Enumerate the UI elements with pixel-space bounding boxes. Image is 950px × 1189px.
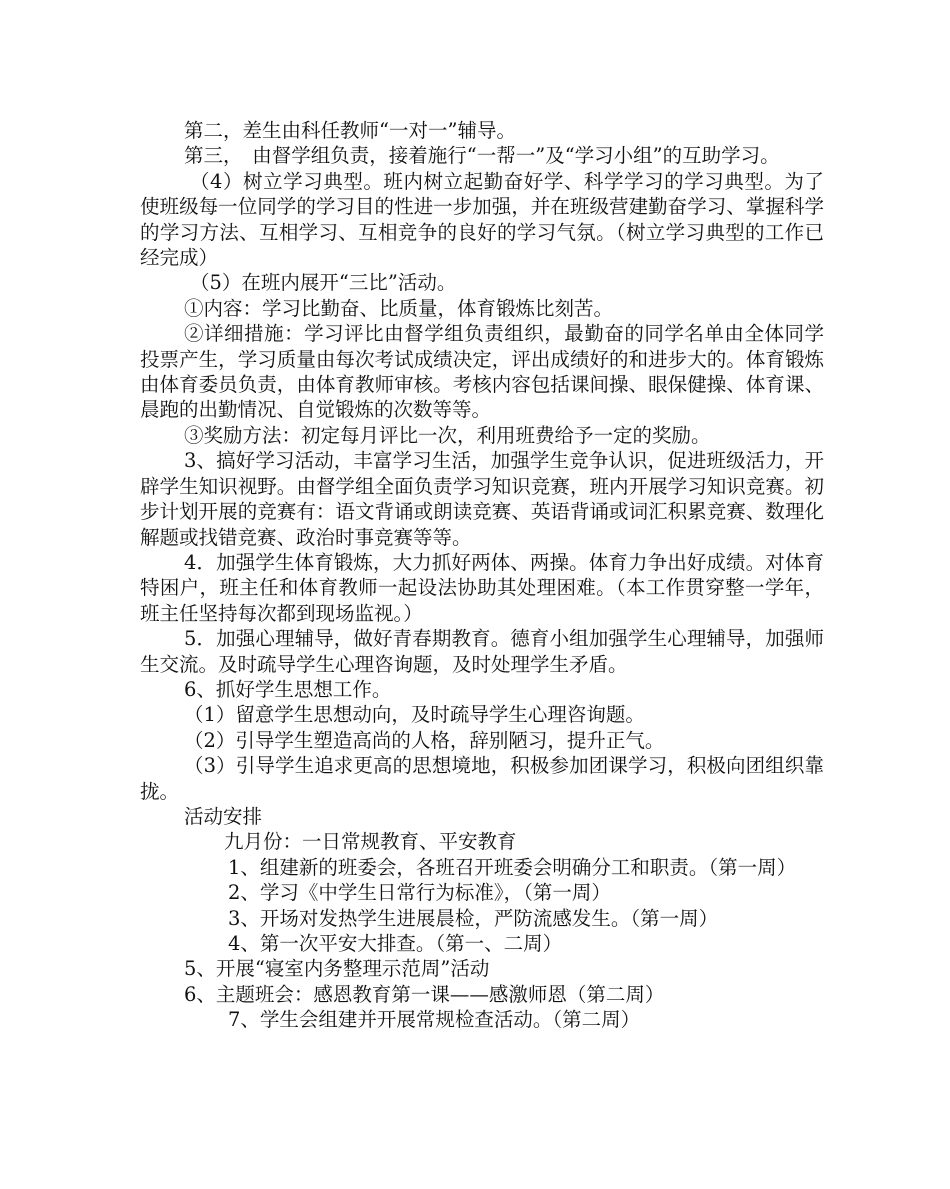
document-body <box>140 118 824 1033</box>
paragraph: （3）引导学生追求更高的思想境地，积极参加团课学习，积极向团组织靠拢。 <box>140 754 824 803</box>
list-item: 7、学生会组建并开展常规检查活动。（第二周） <box>228 1008 641 1032</box>
paragraph: 第二，差生由科任教师“一对一”辅导。 <box>184 119 516 142</box>
paragraph: 九月份：一日常规教育、平安教育 <box>224 830 517 854</box>
paragraph: ③奖励方法：初定每月评比一次，利用班费给予一定的奖励。 <box>184 423 711 447</box>
paragraph: ①内容：学习比勤奋、比质量，体育锻炼比刻苦。 <box>184 296 614 320</box>
paragraph: （4）树立学习典型。班内树立起勤奋好学、科学学习的学习典型。为了使班级每一位同学的学习目的性进一步加强，并在班级营建勤奋学习、掌握科学的学习方法、互相学习、互相竞争的良好的学习气氛。（树立学习典型的工作已经完成） <box>140 169 824 270</box>
list-item: 6、主题班会：感恩教育第一课——感激师恩（第二周） <box>184 982 665 1006</box>
paragraph: 6、抓好学生思想工作。 <box>184 677 392 701</box>
list-item: 2、学习《中学生日常行为标准》，（第一周） <box>228 881 611 905</box>
paragraph: （1）留意学生思想动向，及时疏导学生心理咨询题。 <box>184 703 645 727</box>
paragraph: 第三， 由督学组负责，接着施行“一帮一”及“学习小组”的互助学习。 <box>184 144 780 168</box>
paragraph: 4．加强学生体育锻炼，大力抓好两体、两操。体育力争出好成绩。对体育特困户，班主任和体育教师一起设法协助其处理困难。（本工作贯穿整一学年，班主任坚持每次都到现场监视。） <box>140 550 824 625</box>
paragraph: ②详细措施：学习评比由督学组负责组织，最勤奋的同学名单由全体同学投票产生，学习质量由每次考试成绩决定，评出成绩好的和进步大的。体育锻炼由体育委员负责，由体育教师审核。考核内容包括课间操、眼保健操、体育课、晨跑的出勤情况、自觉锻炼的次数等等。 <box>140 322 824 422</box>
list-item: 4、第一次平安大排查。（第一、二周） <box>228 932 563 955</box>
list-item: 1、组建新的班委会，各班召开班委会明确分工和职责。（第一周） <box>228 855 797 879</box>
list-item: 5、开展“寝室内务整理示范周”活动 <box>184 957 490 981</box>
list-item: 3、开场对发热学生进展晨检，严防流感发生。（第一周） <box>228 906 719 930</box>
paragraph: （2）引导学生塑造高尚的人格，辞别陋习，提升正气。 <box>184 728 665 752</box>
paragraph: 3、搞好学习活动，丰富学习生活，加强学生竞争认识，促进班级活力，开辟学生知识视野。由督学组全面负责学习知识竞赛，班内开展学习知识竞赛。初步计划开展的竞赛有：语文背诵或朗读竞赛、英语背诵或词汇积累竞赛、数理化解题或找错竞赛、政治时事竞赛等等。 <box>140 449 824 549</box>
paragraph: 5．加强心理辅导，做好青春期教育。德育小组加强学生心理辅导，加强师生交流。及时疏导学生心理咨询题，及时处理学生矛盾。 <box>140 627 824 676</box>
section-heading: 活动安排 <box>184 804 263 828</box>
paragraph: （5）在班内展开“三比”活动。 <box>190 271 457 295</box>
